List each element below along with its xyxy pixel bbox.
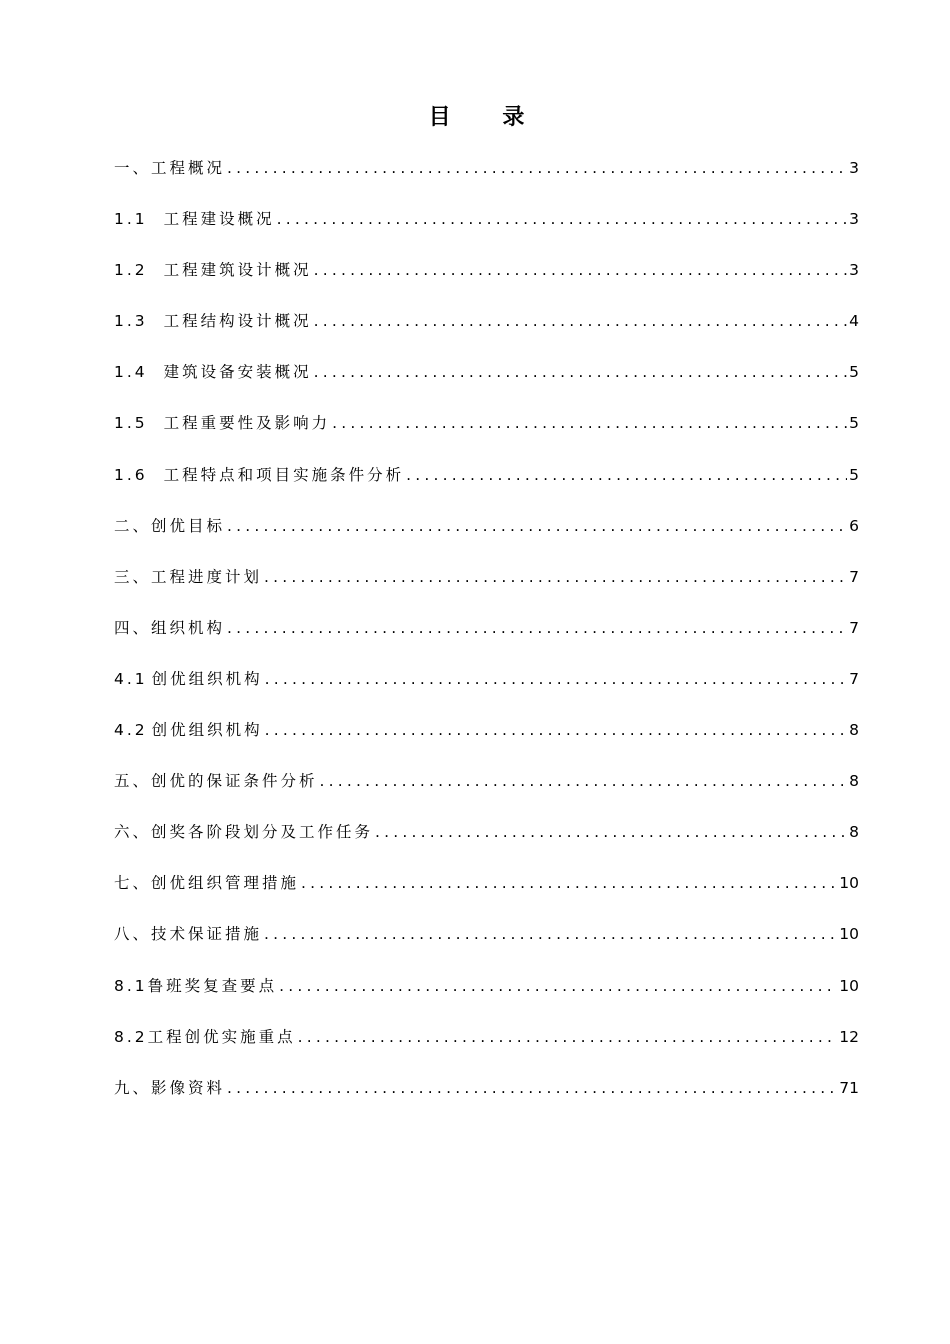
- toc-dot-leader: [265, 664, 847, 694]
- toc-entry-number: 1.6: [114, 465, 148, 484]
- toc-page-number: 5: [849, 414, 859, 433]
- toc-entry[interactable]: [114, 919, 859, 970]
- toc-entry-text: 工程特点和项目实施条件分析: [163, 465, 405, 484]
- toc-entry-label: [114, 919, 262, 949]
- toc-entry-text: 七、创优组织管理措施: [114, 874, 300, 893]
- toc-entry-label: [114, 408, 330, 438]
- toc-entry-label: [114, 1022, 296, 1052]
- toc-entry-label: [114, 868, 299, 898]
- toc-entry-number: 1.4: [114, 363, 148, 382]
- toc-entry-number: 4.2: [114, 721, 148, 740]
- toc-page-number: 5: [849, 363, 859, 382]
- toc-entry-text: 八、技术保证措施: [114, 925, 263, 944]
- toc-entry[interactable]: [114, 971, 859, 1022]
- toc-entry-text: 工程创优实施重点: [147, 1027, 296, 1046]
- toc-entry[interactable]: [114, 1022, 859, 1073]
- toc-entry-label: [114, 971, 277, 1001]
- toc-dot-leader: [301, 868, 837, 898]
- toc-page-number: 7: [849, 618, 859, 637]
- toc-dot-leader: [314, 255, 847, 285]
- toc-page-number: 10: [839, 925, 859, 944]
- toc-entry-text: 五、创优的保证条件分析: [114, 772, 318, 791]
- toc-entry[interactable]: [114, 306, 859, 357]
- toc-entry-text: 创优组织机构: [151, 669, 263, 688]
- toc-entry-number: 1.3: [114, 312, 148, 331]
- toc-entry-number: 1.2: [114, 261, 148, 280]
- toc-page-number: 3: [849, 261, 859, 280]
- toc-entry-number: 8.1: [114, 976, 148, 995]
- toc-entry[interactable]: [114, 511, 859, 562]
- toc-page-number: 4: [849, 312, 859, 331]
- toc-entry[interactable]: [114, 1073, 859, 1124]
- toc-entry[interactable]: [114, 460, 859, 511]
- toc-entry[interactable]: [114, 766, 859, 817]
- toc-dot-leader: [332, 408, 847, 438]
- toc-dot-leader: [320, 766, 848, 796]
- toc-entry-text: 创优组织机构: [151, 721, 263, 740]
- toc-dot-leader: [406, 460, 847, 490]
- toc-entry-text: 工程建筑设计概况: [163, 261, 312, 280]
- toc-entry[interactable]: [114, 562, 859, 613]
- toc-page-number: 71: [839, 1078, 859, 1097]
- toc-entry-label: [114, 460, 404, 490]
- toc-page-number: 8: [849, 772, 859, 791]
- toc-page-number: 10: [839, 976, 859, 995]
- toc-entry-text: 建筑设备安装概况: [163, 363, 312, 382]
- toc-dot-leader: [227, 511, 847, 541]
- toc-page-number: 7: [849, 669, 859, 688]
- toc-entry-text: 工程重要性及影响力: [163, 414, 331, 433]
- toc-entry-text: 二、创优目标: [114, 516, 226, 535]
- toc-dot-leader: [227, 153, 847, 183]
- toc-entry-text: 九、影像资料: [114, 1078, 226, 1097]
- toc-page-number: 6: [849, 516, 859, 535]
- toc-entry-text: 鲁班奖复查要点: [147, 976, 278, 995]
- toc-entry[interactable]: [114, 153, 859, 204]
- toc-entry-number: 1.5: [114, 414, 148, 433]
- toc-entry-label: [114, 306, 312, 336]
- toc-title: 目 录: [428, 105, 547, 130]
- toc-entry-label: [114, 511, 225, 541]
- toc-entry-label: [114, 766, 318, 796]
- toc-entry-text: 四、组织机构: [114, 618, 226, 637]
- toc-entry-label: [114, 255, 312, 285]
- toc-entry-text: 六、创奖各阶段划分及工作任务: [114, 823, 374, 842]
- toc-page-number: 7: [849, 567, 859, 586]
- toc-dot-leader: [264, 562, 847, 592]
- toc-entry[interactable]: [114, 868, 859, 919]
- toc-dot-leader: [298, 1022, 838, 1052]
- toc-entry-number: 8.2: [114, 1027, 148, 1046]
- toc-dot-leader: [314, 306, 847, 336]
- toc-entry[interactable]: [114, 817, 859, 868]
- toc-entry-label: [114, 204, 275, 234]
- toc-entry-number: 4.1: [114, 669, 148, 688]
- toc-entry[interactable]: [114, 664, 859, 715]
- toc-page-number: 8: [849, 823, 859, 842]
- toc-dot-leader: [265, 715, 847, 745]
- toc-entry[interactable]: [114, 204, 859, 255]
- toc-entry-text: 工程结构设计概况: [163, 312, 312, 331]
- toc-entry-text: 一、工程概况: [114, 159, 226, 177]
- toc-entry-label: [114, 664, 263, 694]
- toc-dot-leader: [375, 817, 847, 847]
- toc-page-number: 10: [839, 874, 859, 893]
- toc-entry-label: [114, 357, 312, 387]
- toc-entry-label: [114, 153, 225, 183]
- toc-entry-label: [114, 1073, 225, 1103]
- toc-entry-label: [114, 562, 262, 592]
- toc-page-number: 3: [849, 210, 859, 229]
- toc-dot-leader: [314, 357, 847, 387]
- toc-entry-label: [114, 613, 225, 643]
- toc-entry[interactable]: [114, 255, 859, 306]
- toc-page-number: 12: [839, 1027, 859, 1046]
- toc-entry[interactable]: [114, 613, 859, 664]
- toc-dot-leader: [227, 1073, 837, 1103]
- toc-dot-leader: [279, 971, 837, 1001]
- toc-dot-leader: [277, 204, 847, 234]
- toc-dot-leader: [264, 919, 837, 949]
- toc-page-number: 5: [849, 465, 859, 484]
- toc-dot-leader: [227, 613, 847, 643]
- toc-list: [114, 153, 859, 1124]
- toc-page-number: 8: [849, 721, 859, 740]
- toc-entry-number: 1.1: [114, 210, 148, 229]
- toc-entry-label: [114, 715, 263, 745]
- toc-entry[interactable]: [114, 357, 859, 408]
- toc-page-number: 3: [849, 159, 859, 177]
- toc-entry[interactable]: [114, 715, 859, 766]
- toc-entry[interactable]: [114, 408, 859, 459]
- toc-entry-text: 工程建设概况: [163, 210, 275, 229]
- toc-entry-label: [114, 817, 373, 847]
- toc-entry-text: 三、工程进度计划: [114, 567, 263, 586]
